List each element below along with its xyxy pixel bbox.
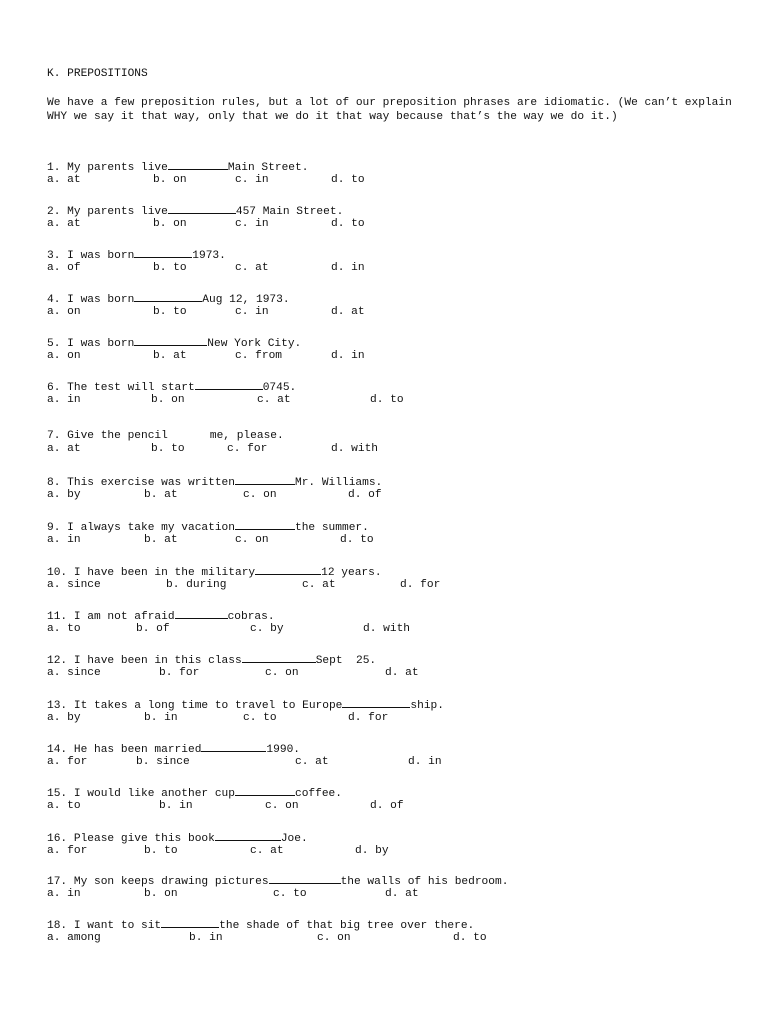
question-text: 11. I am not afraid bbox=[47, 611, 175, 623]
answer-option[interactable]: c. from bbox=[235, 349, 282, 362]
question-text: 5. I was born bbox=[47, 338, 135, 350]
answer-options bbox=[47, 442, 737, 457]
answer-option[interactable]: b. during bbox=[166, 578, 227, 591]
answer-option[interactable]: a. on bbox=[47, 305, 81, 318]
answer-options bbox=[47, 887, 737, 902]
question-item bbox=[47, 202, 737, 231]
answer-option[interactable]: a. in bbox=[47, 887, 81, 900]
answer-option[interactable]: b. in bbox=[144, 711, 178, 724]
answer-option[interactable]: b. to bbox=[153, 261, 187, 274]
answer-options bbox=[47, 844, 737, 859]
answer-option[interactable]: c. at bbox=[302, 578, 336, 591]
question-item bbox=[47, 829, 737, 858]
answer-option[interactable]: a. at bbox=[47, 173, 81, 186]
question-text: 9. I always take my vacation bbox=[47, 522, 235, 534]
answer-blank[interactable] bbox=[161, 916, 219, 928]
answer-options bbox=[47, 393, 737, 408]
answer-option[interactable]: b. of bbox=[136, 622, 170, 635]
answer-option[interactable]: c. in bbox=[235, 173, 269, 186]
answer-option[interactable]: d. to bbox=[331, 173, 365, 186]
answer-options bbox=[47, 711, 737, 726]
question-stem bbox=[47, 563, 737, 578]
answer-option[interactable]: c. in bbox=[235, 217, 269, 230]
answer-blank[interactable] bbox=[342, 696, 410, 708]
answer-blank[interactable] bbox=[235, 784, 295, 796]
answer-option[interactable]: a. among bbox=[47, 931, 101, 944]
question-text-end: the summer. bbox=[294, 522, 369, 534]
answer-option[interactable]: b. for bbox=[159, 666, 200, 679]
question-text: 1. My parents live bbox=[47, 162, 168, 174]
answer-blank[interactable] bbox=[255, 563, 321, 575]
answer-option[interactable]: a. to bbox=[47, 622, 81, 635]
answer-blank[interactable] bbox=[175, 607, 228, 619]
question-item bbox=[47, 158, 737, 187]
answer-options bbox=[47, 349, 737, 364]
question-item bbox=[47, 740, 737, 769]
answer-option[interactable]: b. on bbox=[153, 217, 187, 230]
intro-paragraph: We have a few preposition rules, but a lot of our preposition phrases are idiomatic. (We can’t explain WHY we say it that way, only that we do it that way because that’s the way we do it.) bbox=[47, 96, 732, 123]
answer-option[interactable]: d. of bbox=[348, 488, 382, 501]
question-stem bbox=[47, 607, 737, 622]
answer-blank[interactable] bbox=[235, 473, 295, 485]
question-text: 13. It takes a long time to travel to Europe bbox=[47, 700, 343, 712]
answer-option[interactable]: b. at bbox=[153, 349, 187, 362]
question-text: 6. The test will start bbox=[47, 382, 195, 394]
question-text: 7. Give the pencil bbox=[47, 430, 168, 442]
answer-option[interactable]: c. for bbox=[227, 442, 268, 455]
answer-blank[interactable] bbox=[168, 427, 210, 438]
answer-option[interactable]: c. at bbox=[295, 755, 329, 768]
question-text-end: Sept 25. bbox=[315, 655, 377, 667]
answer-options bbox=[47, 488, 737, 503]
answer-option[interactable]: d. to bbox=[370, 393, 404, 406]
answer-blank[interactable] bbox=[215, 829, 281, 841]
question-text: 2. My parents live bbox=[47, 206, 168, 218]
answer-option[interactable]: d. for bbox=[400, 578, 441, 591]
answer-options bbox=[47, 799, 737, 814]
question-item bbox=[47, 651, 737, 680]
answer-option[interactable]: c. at bbox=[250, 844, 284, 857]
question-text: 4. I was born bbox=[47, 294, 135, 306]
answer-options bbox=[47, 533, 737, 548]
question-text-end: 0745. bbox=[262, 382, 297, 394]
question-text: 12. I have been in this class bbox=[47, 655, 242, 667]
answer-blank[interactable] bbox=[134, 334, 207, 346]
question-stem bbox=[47, 916, 737, 931]
question-stem bbox=[47, 473, 737, 488]
question-text-end: 12 years. bbox=[321, 567, 382, 579]
answer-option[interactable]: b. to bbox=[153, 305, 187, 318]
worksheet-page bbox=[47, 67, 737, 125]
answer-option[interactable]: d. in bbox=[331, 261, 365, 274]
question-text-end: the walls of his bedroom. bbox=[340, 876, 509, 888]
answer-option[interactable]: d. at bbox=[331, 305, 365, 318]
question-text: 10. I have been in the military bbox=[47, 567, 256, 579]
question-stem bbox=[47, 518, 737, 533]
answer-option[interactable]: c. on bbox=[317, 931, 351, 944]
question-text-end: cobras. bbox=[227, 611, 275, 623]
answer-option[interactable]: c. in bbox=[235, 305, 269, 318]
answer-option[interactable]: c. on bbox=[265, 799, 299, 812]
question-stem bbox=[47, 158, 737, 173]
answer-options bbox=[47, 755, 737, 770]
answer-option[interactable]: c. to bbox=[243, 711, 277, 724]
answer-option[interactable]: b. in bbox=[159, 799, 193, 812]
question-item bbox=[47, 916, 737, 945]
question-item bbox=[47, 473, 737, 502]
answer-options bbox=[47, 217, 737, 232]
answer-option[interactable]: a. since bbox=[47, 666, 101, 679]
question-item bbox=[47, 696, 737, 725]
answer-option[interactable]: b. on bbox=[144, 887, 178, 900]
answer-option[interactable]: d. in bbox=[408, 755, 442, 768]
answer-blank[interactable] bbox=[168, 158, 228, 170]
answer-blank[interactable] bbox=[168, 202, 236, 214]
answer-option[interactable]: b. since bbox=[136, 755, 190, 768]
answer-option[interactable]: a. at bbox=[47, 217, 81, 230]
answer-option[interactable]: c. by bbox=[250, 622, 284, 635]
question-stem bbox=[47, 427, 737, 442]
question-stem bbox=[47, 290, 737, 305]
answer-blank[interactable] bbox=[242, 651, 316, 663]
answer-option[interactable]: a. of bbox=[47, 261, 81, 274]
question-text-end: Main Street. bbox=[227, 162, 309, 174]
answer-options bbox=[47, 578, 737, 593]
answer-blank[interactable] bbox=[134, 246, 192, 258]
question-text-end: the shade of that big tree over there. bbox=[219, 920, 475, 932]
question-stem bbox=[47, 740, 737, 755]
answer-options bbox=[47, 261, 737, 276]
question-text: 18. I want to sit bbox=[47, 920, 162, 932]
answer-option[interactable]: a. on bbox=[47, 349, 81, 362]
question-text-end: coffee. bbox=[294, 788, 342, 800]
question-stem bbox=[47, 829, 737, 844]
question-item bbox=[47, 872, 737, 901]
answer-option[interactable]: b. to bbox=[151, 442, 185, 455]
question-stem bbox=[47, 872, 737, 887]
question-text: 8. This exercise was written bbox=[47, 477, 235, 489]
question-item bbox=[47, 607, 737, 636]
answer-option[interactable]: d. at bbox=[385, 666, 419, 679]
answer-option[interactable]: d. by bbox=[355, 844, 389, 857]
question-item bbox=[47, 246, 737, 275]
question-stem bbox=[47, 378, 737, 393]
question-stem bbox=[47, 696, 737, 711]
question-text-end: New York City. bbox=[207, 338, 302, 350]
question-text-end: me, please. bbox=[209, 430, 284, 442]
answer-option[interactable]: b. at bbox=[144, 533, 178, 546]
answer-option[interactable]: a. for bbox=[47, 844, 88, 857]
answer-option[interactable]: c. at bbox=[235, 261, 269, 274]
answer-option[interactable]: a. for bbox=[47, 755, 88, 768]
question-text-end: 1973. bbox=[192, 250, 226, 262]
answer-option[interactable]: d. to bbox=[331, 217, 365, 230]
answer-option[interactable]: a. since bbox=[47, 578, 101, 591]
answer-option[interactable]: d. to bbox=[453, 931, 487, 944]
question-text-end: 457 Main Street. bbox=[235, 206, 344, 218]
answer-option[interactable]: b. in bbox=[189, 931, 223, 944]
question-stem bbox=[47, 202, 737, 217]
question-stem bbox=[47, 246, 737, 261]
answer-option[interactable]: a. to bbox=[47, 799, 81, 812]
question-stem bbox=[47, 784, 737, 799]
answer-options bbox=[47, 931, 737, 946]
answer-options bbox=[47, 305, 737, 320]
answer-blank[interactable] bbox=[269, 872, 341, 884]
answer-options bbox=[47, 666, 737, 681]
answer-option[interactable]: a. by bbox=[47, 488, 81, 501]
question-item bbox=[47, 290, 737, 319]
answer-option[interactable]: d. in bbox=[331, 349, 365, 362]
answer-option[interactable]: b. to bbox=[144, 844, 178, 857]
question-text: 16. Please give this book bbox=[47, 833, 215, 845]
answer-options bbox=[47, 173, 737, 188]
question-text-end: ship. bbox=[410, 700, 444, 712]
question-text-end: Joe. bbox=[280, 833, 308, 845]
answer-option[interactable]: d. with bbox=[331, 442, 378, 455]
answer-option[interactable]: c. at bbox=[257, 393, 291, 406]
question-text: 15. I would like another cup bbox=[47, 788, 235, 800]
answer-blank[interactable] bbox=[134, 290, 202, 302]
answer-option[interactable]: a. at bbox=[47, 442, 81, 455]
answer-option[interactable]: c. to bbox=[273, 887, 307, 900]
answer-option[interactable]: a. in bbox=[47, 393, 81, 406]
question-text-end: 1990. bbox=[266, 744, 300, 756]
answer-option[interactable]: b. on bbox=[153, 173, 187, 186]
answer-option[interactable]: a. by bbox=[47, 711, 81, 724]
question-item bbox=[47, 784, 737, 813]
question-stem bbox=[47, 334, 737, 349]
answer-options bbox=[47, 622, 737, 637]
question-item bbox=[47, 427, 737, 456]
answer-option[interactable]: d. with bbox=[363, 622, 410, 635]
answer-option[interactable]: a. in bbox=[47, 533, 81, 546]
question-text: 3. I was born bbox=[47, 250, 135, 262]
answer-option[interactable]: c. on bbox=[243, 488, 277, 501]
question-text-end: Mr. Williams. bbox=[294, 477, 383, 489]
section-heading: K. PREPOSITIONS bbox=[47, 68, 148, 80]
answer-blank[interactable] bbox=[201, 740, 266, 752]
question-item bbox=[47, 334, 737, 363]
answer-option[interactable]: c. on bbox=[235, 533, 269, 546]
question-item bbox=[47, 563, 737, 592]
answer-option[interactable]: b. at bbox=[144, 488, 178, 501]
question-text: 14. He has been married bbox=[47, 744, 202, 756]
answer-option[interactable]: b. on bbox=[151, 393, 185, 406]
answer-option[interactable]: d. of bbox=[370, 799, 404, 812]
answer-blank[interactable] bbox=[235, 518, 295, 530]
question-stem bbox=[47, 651, 737, 666]
answer-blank[interactable] bbox=[195, 378, 263, 390]
answer-option[interactable]: d. for bbox=[348, 711, 389, 724]
answer-option[interactable]: c. on bbox=[265, 666, 299, 679]
question-item bbox=[47, 378, 737, 407]
question-text: 17. My son keeps drawing pictures bbox=[47, 876, 269, 888]
question-item bbox=[47, 518, 737, 547]
answer-option[interactable]: d. to bbox=[340, 533, 374, 546]
question-text-end: Aug 12, 1973. bbox=[202, 294, 290, 306]
answer-option[interactable]: d. at bbox=[385, 887, 419, 900]
